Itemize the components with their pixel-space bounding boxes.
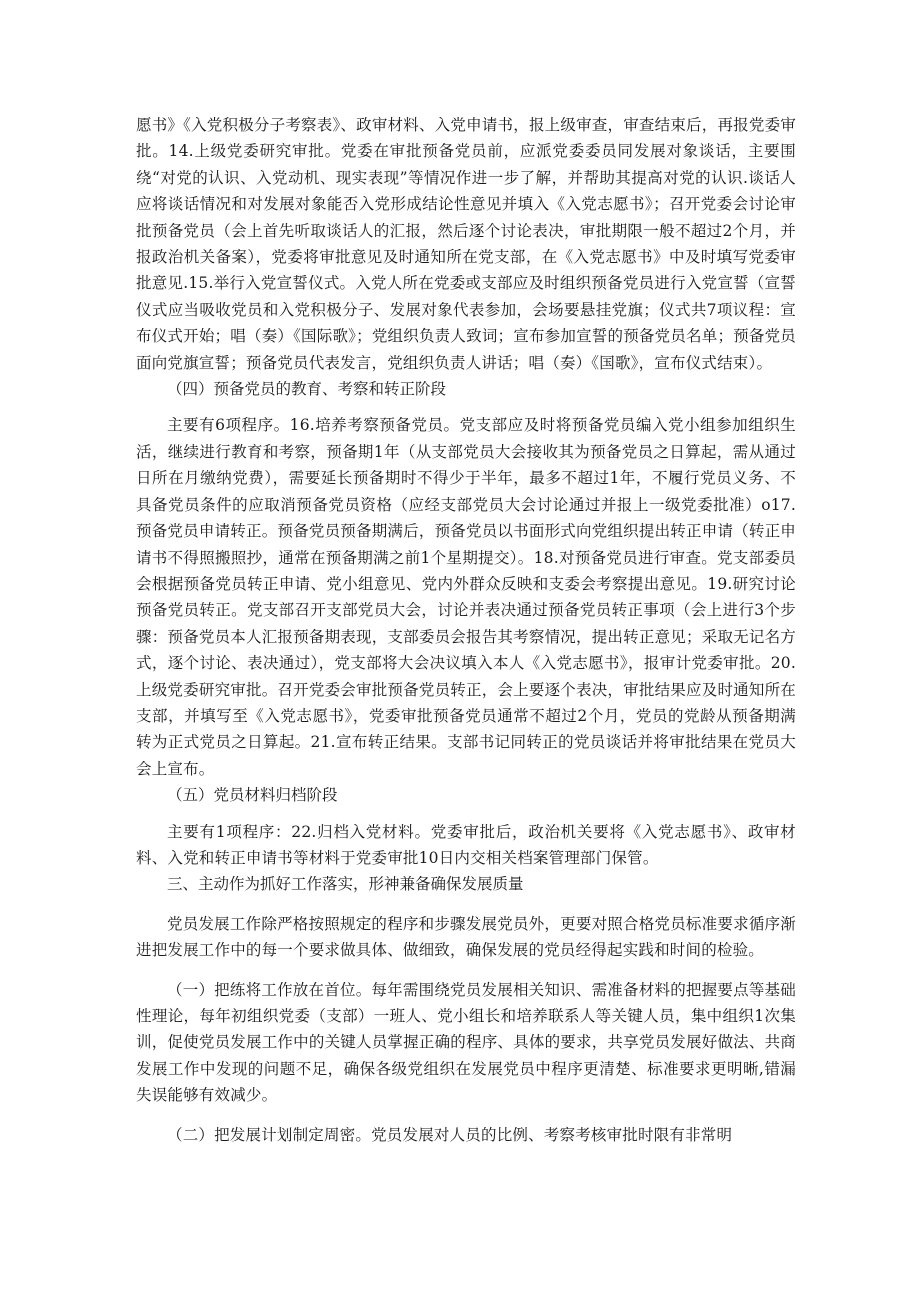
paragraph-archiving-procedure: 主要有1项程序：22.归档入党材料。党委审批后，政治机关要将《入党志愿书》、政审材料、入党和转正申请书等材料于党委审批10日内交相关档案管理部门保管。 xyxy=(136,822,796,867)
paragraph-stage-three-continued: 愿书》《入党积极分子考察表》、政审材料、入党申请书，报上级审查，审查结束后，再报党委审批。14.上级党委研究审批。党委在审批预备党员前，应派党委委员同发展对象谈话，主要围绕“对党的认识、入党动机、现实表现”等情况作进一步了解，并帮助其提高对党的认识.谈话人应将谈话情况和对发展对象能否入党形成结论性意见并填入《入党志愿书》；召开党委会讨论审批预备党员（会上首先听取谈话人的汇报，然后逐个讨论表决，审批期限一般不超过2个月，并报政治机关备案），党委将审批意见及时通知所在党支部，在《入党志愿书》中及时填写党委审批意见.15.举行入党宣誓仪式。入党人所在党委或支部应及时组织预备党员进行入党宣誓（宣誓仪式应当吸收党员和入党积极分子、发展对象代表参加，会场要悬挂党旗；仪式共7项议程：宣布仪式开始；唱（奏）《国际歌》；党组织负责人致词；宣布参加宣誓的预备党员名单；预备党员面向党旗宣誓；预备党员代表发言，党组织负责人讲话；唱（奏）《国歌》，宣布仪式结束）。 xyxy=(136,116,796,372)
section-heading-archiving-stage: （五）党员材料归档阶段 xyxy=(167,786,338,805)
paragraph-part-three-intro: 党员发展工作除严格按照规定的程序和步骤发展党员外，更要对照合格党员标准要求循序渐进把发展工作中的每一个要求做具体、做细致，确保发展的党员经得起实践和时间的检验。 xyxy=(136,914,796,960)
paragraph-training-first: （一）把练将工作放在首位。每年需围绕党员发展相关知识、需准备材料的把握要点等基础性理论，每年初组织党委（支部）一班人、党小组长和培养联系人等关键人员，集中组织1次集训，促使党员发展工作中的关键人员掌握正确的程序、具体的要求，共享党员发展好做法、共商发展工作中发现的问题不足，确保各级党组织在发展党员中程序更清楚、标准要求更明晰,错漏失误能够有效减少。 xyxy=(136,980,796,1105)
paragraph-probationary-procedures: 主要有6项程序。16.培养考察预备党员。党支部应及时将预备党员编入党小组参加组织生活，继续进行教育和考察，预备期1年（从支部党员大会接收其为预备党员之日算起，需从通过日所在月缴纳党费），需要延长预备期时不得少于半年，最多不超过1年，不履行党员义务、不具备党员条件的应取消预备党员资格（应经支部党员大会讨论通过并报上一级党委批准）o17.预备党员申请转正。预备党员预备期满后，预备党员以书面形式向党组织提出转正申请（转正申请书不得照搬照抄，通常在预备期满之前1个星期提交）。18.对预备党员进行审查。党支部委员会根据预备党员转正申请、党小组意见、党内外群众反映和支委会考察提出意见。19.研究讨论预备党员转正。党支部召开支部党员大会，讨论并表决通过预备党员转正事项（会上进行3个步骤：预备党员本人汇报预备期表现，支部委员会报告其考察情况，提出转正意见；采取无记名方式，逐个讨论、表决通过），党支部将大会决议填入本人《入党志愿书》，报审计党委审批。20.上级党委研究审批。召开党委会审批预备党员转正，会上要逐个表决，审批结果应及时通知所在支部，并填写至《入党志愿书》，党委审批预备党员通常不超过2个月，党员的党龄从预备期满转为正式党员之日算起。21.宣布转正结果。支部书记同转正的党员谈话并将审批结果在党员大会上宣布。 xyxy=(136,416,796,778)
document-page xyxy=(136,112,796,1148)
section-heading-part-three: 三、主动作为抓好工作落实，形神兼备确保发展质量 xyxy=(167,875,524,894)
paragraph-plan-careful: （二）把发展计划制定周密。党员发展对人员的比例、考察考核审批时限有非常明 xyxy=(167,1125,733,1144)
section-heading-probationary-stage: （四）预备党员的教育、考察和转正阶段 xyxy=(167,380,447,399)
